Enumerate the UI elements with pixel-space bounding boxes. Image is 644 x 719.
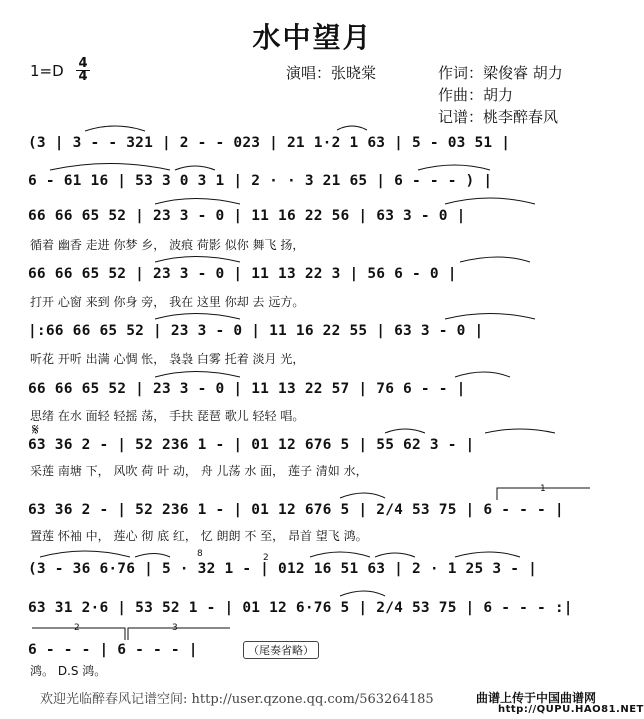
slur — [460, 257, 530, 262]
lyric-line-6: 置莲 怀袖 中， 莲心 彻 底 红， 忆 朗朗 不 至， 昂首 望飞 鸿。 — [30, 529, 368, 543]
slur — [155, 257, 240, 263]
lyric-line-2: 打开 心窗 来到 你身 旁， 我在 这里 你却 去 远方。 — [30, 295, 305, 309]
slur — [337, 126, 367, 130]
slur — [310, 552, 370, 557]
third-ending-bracket — [128, 628, 230, 640]
slur — [85, 126, 145, 131]
slur — [155, 199, 240, 205]
music-line-11: 6 - - - | 6 - - - | — [28, 642, 198, 658]
lyric-line-4: 思绪 在水 面轻 轻摇 荡， 手扶 琵琶 歌儿 轻轻 唱。 — [30, 409, 305, 423]
slur — [375, 553, 415, 557]
slur — [418, 165, 490, 170]
slur — [135, 554, 170, 558]
music-line-8: 63 36 2 - | 52 236 1 - | 01 12 676 5 | 2/4 53 75 | 6 - - - | — [28, 502, 564, 518]
time-signature-denominator: 4 — [78, 69, 88, 84]
music-line-3: 66 66 65 52 | 23 3 - 0 | 11 16 22 56 | 63 3 - 0 | — [28, 208, 466, 224]
slur — [455, 552, 520, 557]
slur — [385, 429, 425, 433]
song-title: 水中望月 — [252, 21, 373, 54]
grace-note-2: 2 — [263, 553, 269, 563]
music-line-9: (3 - 36 6·76 | 5 · 32 1 - | 012 16 51 63 | 2 · 1 25 3 - | — [28, 561, 537, 577]
lyric-line-3: 听花 开听 出满 心惆 怅， 袅袅 白雾 托着 淡月 光， — [30, 352, 305, 366]
singer-credit: 演唱：张晓棠 — [286, 64, 377, 82]
composer-credit: 作曲：胡力 — [438, 86, 514, 104]
grace-note-8: 8 — [197, 549, 203, 559]
music-line-6: 66 66 65 52 | 23 3 - 0 | 11 13 22 57 | 76 6 - - | — [28, 381, 466, 397]
time-signature — [76, 58, 90, 83]
outro-omitted-note: （尾奏省略） — [243, 641, 319, 659]
music-line-1: (3 | 3 - - 321 | 2 - - 023 | 21 1·2 1 63 | 5 - 03 51 | — [28, 135, 511, 151]
slur — [175, 166, 215, 170]
music-line-4: 66 66 65 52 | 23 3 - 0 | 11 13 22 3 | 56 6 - 0 | — [28, 266, 457, 282]
music-line-10: 63 31 2·6 | 53 52 1 - | 01 12 6·76 5 | 2/4 53 75 | 6 - - - :| — [28, 600, 573, 616]
slur — [455, 372, 510, 377]
first-ending-number: 1 — [540, 484, 546, 494]
slur — [485, 429, 555, 433]
key-signature: 1=D — [30, 62, 64, 80]
footer-link-text: 欢迎光临醉春风记谱空间: http://user.qzone.qq.com/563264185 — [40, 692, 434, 707]
time-signature-numerator: 4 — [76, 58, 90, 71]
slur — [50, 164, 170, 171]
slur — [155, 314, 240, 320]
lyricist-credit: 作词：梁俊睿 胡力 — [438, 64, 563, 82]
watermark-url: http://QUPU.HAO81.NET — [498, 704, 644, 715]
music-line-2: 6 - 61 16 | 53 3 0 3 1 | 2 · · 3 21 65 | 6 - - - ) | — [28, 173, 493, 189]
lyric-line-7: 鸿。 D.S 鸿。 — [30, 664, 107, 678]
slur — [445, 314, 535, 320]
music-line-5: |:66 66 65 52 | 23 3 - 0 | 11 16 22 55 | 63 3 - 0 | — [28, 323, 484, 339]
watermark-title: 曲谱上传于中国曲谱网 — [476, 691, 597, 705]
slur — [340, 591, 385, 596]
slur — [445, 198, 535, 204]
third-ending-number: 3 — [172, 623, 178, 633]
segno-sign: 𝄋 — [32, 420, 39, 439]
lyric-line-1: 循着 幽香 走进 你梦 乡， 波痕 荷影 似你 舞飞 扬， — [30, 238, 305, 252]
transcriber-credit: 记谱：桃李醉春风 — [438, 108, 559, 126]
slur — [40, 551, 130, 557]
slur — [155, 372, 240, 378]
second-ending-number: 2 — [74, 623, 80, 633]
music-line-7: 63 36 2 - | 52 236 1 - | 01 12 676 5 | 55 62 3 - | — [28, 437, 475, 453]
lyric-line-5: 采莲 南塘 下， 风吹 荷 叶 动， 舟 儿荡 水 面， 莲子 清如 水， — [30, 464, 368, 478]
slur — [340, 493, 385, 498]
